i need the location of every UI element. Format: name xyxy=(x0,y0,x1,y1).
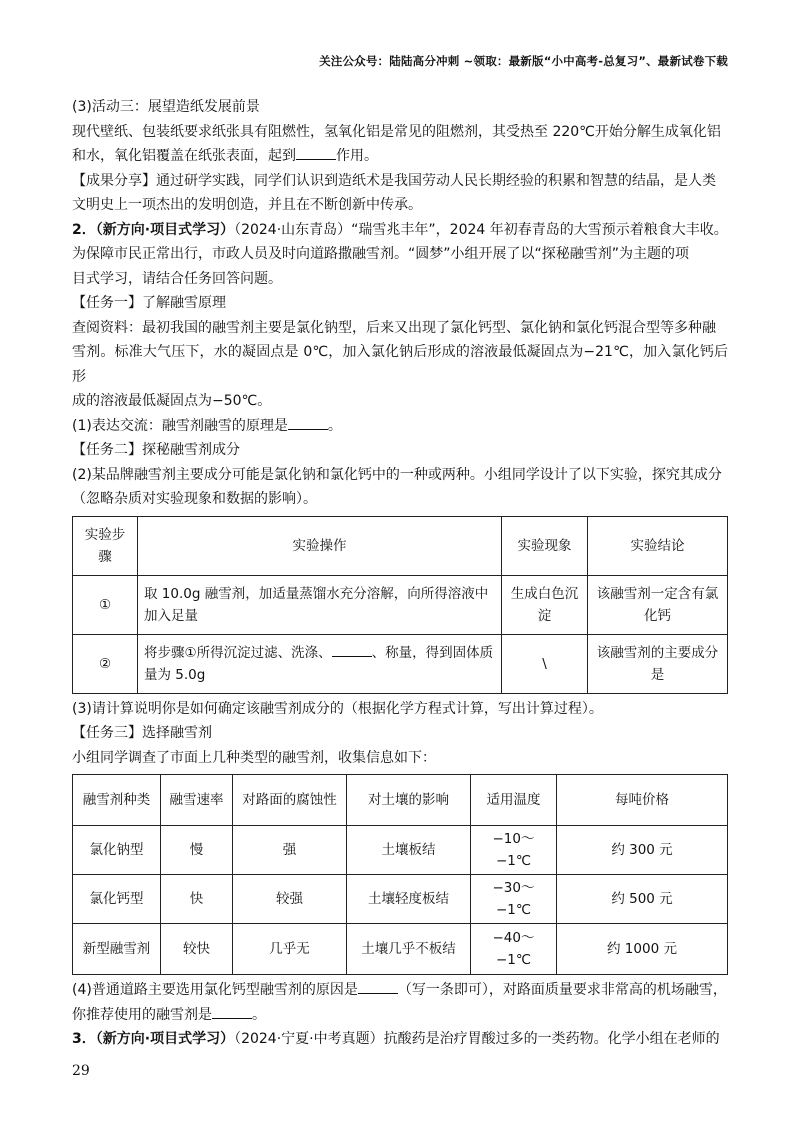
table-cell: 该融雪剂一定含有氯化钙 xyxy=(588,575,728,634)
table-cell: 慢 xyxy=(161,826,233,875)
table-header-cell: 融雪剂种类 xyxy=(73,775,161,826)
paragraph-line: 查阅资料：最初我国的融雪剂主要是氯化钠型，后来又出现了氯化钙型、氯化钠和氯化钙混合型等多种融 xyxy=(72,319,716,336)
answer-blank[interactable] xyxy=(212,1004,252,1019)
table-header-cell: 融雪速率 xyxy=(161,775,233,826)
table-cell: 取 10.0g 融雪剂，加适量蒸馏水充分溶解，向所得溶液中加入足量 xyxy=(138,575,502,634)
table-cell: \ xyxy=(502,634,588,693)
table-cell: 新型融雪剂 xyxy=(73,924,161,975)
task2-heading: 【任务二】探秘融雪剂成分 xyxy=(72,442,240,458)
table-cell: 生成白色沉淀 xyxy=(502,575,588,634)
table-header-cell: 实验现象 xyxy=(502,516,588,575)
table-header-row xyxy=(73,516,728,575)
table-cell: 较强 xyxy=(233,875,347,924)
step-number: ② xyxy=(73,634,138,693)
question-3-intro: 3．（新方向·项目式学习）（2024·宁夏·中考真题）抗酸药是治疗胃酸过多的一类药物。化学小组在老师的 xyxy=(72,1031,720,1047)
table-row xyxy=(73,826,728,875)
table-cell: 快 xyxy=(161,875,233,924)
table-header-row xyxy=(73,775,728,826)
deicer-comparison-table xyxy=(72,774,728,975)
question-2-intro: 2．（新方向·项目式学习）（2024·山东青岛）“瑞雪兆丰年”，2024 年初春青岛的大雪预示着粮食大丰收。 xyxy=(72,221,728,238)
task3-heading: 【任务三】选择融雪剂 xyxy=(72,725,212,741)
table-cell: −30～−1℃ xyxy=(471,875,557,924)
table-cell: 几乎无 xyxy=(233,924,347,975)
experiment-table xyxy=(72,516,728,694)
table-header-cell: 对土壤的影响 xyxy=(347,775,471,826)
answer-blank[interactable] xyxy=(296,145,336,160)
table-cell: −40～−1℃ xyxy=(471,924,557,975)
table-cell: 土壤板结 xyxy=(347,826,471,875)
answer-blank[interactable] xyxy=(332,642,372,657)
paragraph-line: 和水，氧化铝覆盖在纸张表面，起到 作用。 xyxy=(72,144,728,169)
table-row xyxy=(73,924,728,975)
paragraph-line: 【成果分享】通过研学实践，同学们认识到造纸术是我国劳动人民长期经验的积累和智慧的结晶，是人类 xyxy=(72,172,716,189)
table-row xyxy=(73,575,728,634)
table-row xyxy=(73,875,728,924)
question-1: (1)表达交流：融雪剂融雪的原理是 。 xyxy=(72,414,728,439)
document-body xyxy=(72,95,728,1052)
table-header-cell: 实验步骤 xyxy=(73,516,138,575)
table-cell: 强 xyxy=(233,826,347,875)
table-cell: 该融雪剂的主要成分是 xyxy=(588,634,728,693)
activity3-heading: (3)活动三：展望造纸发展前景 xyxy=(72,99,260,115)
paragraph-line: 小组同学调查了市面上几种类型的融雪剂，收集信息如下： xyxy=(72,749,436,766)
paragraph-line: （忽略杂质对实验现象和数据的影响）。 xyxy=(72,491,317,507)
table-cell: 约 1000 元 xyxy=(557,924,728,975)
task1-heading: 【任务一】了解融雪原理 xyxy=(72,295,226,311)
answer-blank[interactable] xyxy=(358,979,398,994)
paragraph-line: 文明史上一项杰出的发明创造，并且在不断创新中传承。 xyxy=(72,197,422,213)
paragraph-line: 雪剂。标准大气压下，水的凝固点是 0℃，加入氯化钠后形成的溶液最低凝固点为−21℃，加入氯化钙后形 xyxy=(72,344,728,385)
answer-blank[interactable] xyxy=(288,415,328,430)
table-cell: −10～−1℃ xyxy=(471,826,557,875)
paragraph-line: 现代壁纸、包装纸要求纸张具有阻燃性，氢氧化铝是常见的阻燃剂，其受热至 220℃开始分解生成氧化铝 xyxy=(72,123,721,140)
question-4: (4)普通道路主要选用氯化钙型融雪剂的原因是 （写一条即可），对路面质量要求非常高的机场融雪， xyxy=(72,978,728,1003)
table-header-cell: 实验结论 xyxy=(588,516,728,575)
question-2: (2)某品牌融雪剂主要成分可能是氯化钠和氯化钙中的一种或两种。小组同学设计了以下实验，探究其成分 xyxy=(72,466,722,483)
table-header-cell: 每吨价格 xyxy=(557,775,728,826)
table-cell: 约 300 元 xyxy=(557,826,728,875)
table-cell: 氯化钙型 xyxy=(73,875,161,924)
table-cell: 将步骤①所得沉淀过滤、洗涤、 、称量，得到固体质量为 5.0g xyxy=(138,634,502,693)
table-cell: 土壤轻度板结 xyxy=(347,875,471,924)
table-cell: 约 500 元 xyxy=(557,875,728,924)
table-cell: 氯化钠型 xyxy=(73,826,161,875)
header-notice: 关注公众号：陆陆高分冲刺 ~领取：最新版“小中高考-总复习”、最新试卷下载 xyxy=(319,54,728,68)
paragraph-line: 目式学习，请结合任务回答问题。 xyxy=(72,270,282,287)
paragraph-line: 成的溶液最低凝固点为−50℃。 xyxy=(72,393,272,409)
step-number: ① xyxy=(73,575,138,634)
page-number: 29 xyxy=(72,1063,90,1079)
table-cell: 土壤几乎不板结 xyxy=(347,924,471,975)
paragraph-line: 为保障市民正常出行，市政人员及时向道路撒融雪剂。“圆梦”小组开展了以“探秘融雪剂”为主题的项 xyxy=(72,246,690,262)
table-header-cell: 对路面的腐蚀性 xyxy=(233,775,347,826)
paragraph-line: 你推荐使用的融雪剂是 。 xyxy=(72,1003,728,1028)
question-3: (3)请计算说明你是如何确定该融雪剂成分的（根据化学方程式计算，写出计算过程）。 xyxy=(72,700,603,717)
table-row xyxy=(73,634,728,693)
table-header-cell: 适用温度 xyxy=(471,775,557,826)
table-cell: 较快 xyxy=(161,924,233,975)
table-header-cell: 实验操作 xyxy=(138,516,502,575)
